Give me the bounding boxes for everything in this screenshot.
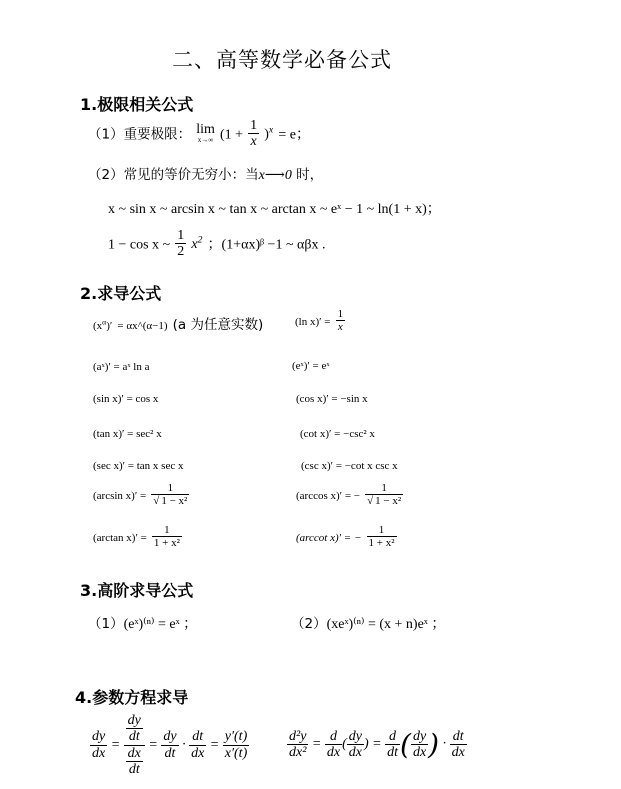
deriv-arccos <box>296 482 403 507</box>
frac-dy-dx <box>90 729 107 761</box>
dot: · <box>182 737 186 753</box>
frac-num: d <box>385 729 400 745</box>
limit-item-2 <box>88 163 323 184</box>
frac-num: 1 <box>152 524 182 537</box>
sqrt-body: 1 − x² <box>375 495 402 508</box>
equals: = <box>209 737 220 753</box>
frac-den: dx <box>451 745 465 760</box>
frac-num: dt <box>450 729 467 745</box>
equals: = <box>110 737 121 753</box>
frac-num: y′(t) <box>224 729 248 745</box>
frac-num: 1 <box>250 118 258 133</box>
deriv-power <box>93 313 263 333</box>
frac-one-over-x <box>248 118 259 150</box>
frac-dy-dt <box>126 713 143 745</box>
frac-den: 1 + x² <box>153 537 180 550</box>
deriv-arcsin <box>93 482 189 507</box>
frac-den: dx <box>92 745 106 761</box>
lim-subscript: x→∞ <box>197 136 214 145</box>
x-squared: $x^2$ <box>191 234 203 253</box>
frac-num: 1 <box>151 482 189 495</box>
equiv-line-2-a: 1 − cos x ~ <box>108 237 171 253</box>
frac-d2y-dx2 <box>287 729 308 761</box>
sqrt-body: 1 − x² <box>161 495 188 508</box>
limit-item-1-label: （1）重要极限： <box>88 126 192 143</box>
arccos-lhs: (arccos x)′ = − <box>296 490 360 503</box>
limit-item-2-end: 时， <box>291 167 324 183</box>
power-lhs: $(x^\alpha)'$ <box>93 317 113 332</box>
section-heading-higher-derivatives: 3.高阶求导公式 <box>80 581 194 600</box>
equals: = <box>148 737 158 753</box>
power-rhs: = αx^(α−1) <box>117 320 168 332</box>
limit-item-2-text: （2）常见的等价无穷小：当 <box>88 167 259 183</box>
deriv-cot: (cot x)′ = −csc² x <box>300 428 375 440</box>
equivalence-line-1: x ~ sin x ~ arcsin x ~ tan x ~ arctan x ~ eˣ − 1 ~ ln(1 + x)； <box>108 202 441 217</box>
higher-item-2 <box>291 612 445 633</box>
higher-item-1-formula: (eˣ)⁽ⁿ⁾ = eˣ ； <box>123 617 198 632</box>
frac-num: dy <box>163 729 177 745</box>
paren-close: ) <box>363 736 369 752</box>
frac-den: 1 + x² <box>368 537 395 550</box>
arctan-frac <box>152 524 182 549</box>
frac-num: dt <box>189 729 206 745</box>
frac-one-over-x <box>336 308 346 333</box>
big-paren-close: ) <box>428 728 440 761</box>
frac-num: dy <box>348 728 362 744</box>
deriv-tan: (tan x)′ = sec² x <box>93 428 162 440</box>
dot: · <box>442 736 447 752</box>
frac-den: dt <box>164 745 176 761</box>
frac-d-dt <box>385 729 400 761</box>
frac-den: dx <box>191 745 205 761</box>
frac-one-half <box>175 228 186 260</box>
frac-den: dt <box>128 729 140 745</box>
frac-d-dx <box>325 729 342 761</box>
frac-den: dt <box>128 762 140 778</box>
frac-yprime-xprime <box>223 729 250 761</box>
limit-item-1 <box>88 118 310 150</box>
frac-den: dx <box>326 745 341 760</box>
frac-den: dx <box>412 745 427 760</box>
frac-num: d <box>325 729 342 745</box>
frac-num: dy <box>92 729 106 745</box>
deriv-sec: (sec x)′ = tan x sec x <box>93 460 184 472</box>
frac-dy-dx <box>347 729 364 761</box>
frac-compound <box>124 713 145 778</box>
frac-den: dx <box>348 745 362 760</box>
frac-num <box>124 713 145 746</box>
deriv-exp-e: (eˣ)′ = eˣ <box>292 360 330 372</box>
limit-base-close: )$^x$ <box>264 124 274 143</box>
equivalence-line-2 <box>108 228 325 260</box>
frac-den: √ 1 − x² <box>153 495 188 508</box>
frac-den: x <box>250 134 257 150</box>
frac-den <box>124 746 145 778</box>
arccot-frac <box>367 524 397 549</box>
deriv-ln <box>295 308 345 333</box>
limit-base-open: (1 + <box>219 127 244 143</box>
equals: = <box>311 736 322 752</box>
lim-text: lim <box>196 122 215 138</box>
limit-item-1-tail: = e； <box>278 127 310 143</box>
section-heading-limits: 1.极限相关公式 <box>80 95 194 114</box>
power-note: (a 为任意实数) <box>172 317 264 333</box>
section-heading-derivatives: 2.求导公式 <box>80 284 162 303</box>
frac-num: dy <box>127 713 141 728</box>
ln-lhs: (ln x)′ = <box>295 316 331 329</box>
arccos-frac <box>365 482 403 507</box>
frac-den: dt <box>387 745 398 760</box>
frac-dt-dx <box>450 729 467 761</box>
frac-den: √ 1 − x² <box>367 495 402 508</box>
frac-num: 1 <box>337 308 344 320</box>
frac-num: d²y <box>289 728 307 744</box>
frac-den: 2 <box>177 244 185 260</box>
frac-num: 1 <box>365 482 403 495</box>
higher-item-1 <box>88 612 197 633</box>
higher-item-1-label: （1） <box>88 616 124 632</box>
paren-open: ( <box>342 736 347 752</box>
deriv-cos: (cos x)′ = −sin x <box>296 393 368 405</box>
arctan-lhs: (arctan x)′ = <box>93 532 147 545</box>
frac-num: 1 <box>177 228 185 243</box>
frac-num: 1 <box>367 524 397 537</box>
deriv-csc: (csc x)′ = −cot x csc x <box>301 460 398 472</box>
higher-item-2-formula: (xeˣ)⁽ⁿ⁾ = (x + n)eˣ ； <box>326 617 446 632</box>
section-heading-parametric: 4.参数方程求导 <box>75 688 189 707</box>
frac-den: x <box>337 321 343 334</box>
parametric-formula-2 <box>287 728 467 761</box>
arcsin-frac <box>151 482 189 507</box>
limit-item-2-arrow: x⟶0 <box>258 168 292 183</box>
frac-dy-dt <box>161 729 178 761</box>
equiv-line-2-b: ；(1+αx)ᵝ −1 ~ αβx . <box>207 237 326 253</box>
frac-dt-dx <box>189 729 206 761</box>
frac-dx-dt <box>126 746 143 778</box>
big-paren-open: ( <box>400 728 411 761</box>
equals: = <box>372 736 382 752</box>
deriv-exp-a: (aˣ)′ = aˣ ln a <box>93 361 150 373</box>
higher-item-2-label: （2） <box>291 616 327 632</box>
deriv-arccot <box>296 524 397 549</box>
page-title: 二、高等数学必备公式 <box>172 48 392 72</box>
frac-num: dy <box>412 728 427 744</box>
deriv-arctan <box>93 524 182 549</box>
parametric-formula-1 <box>90 713 249 778</box>
deriv-sin: (sin x)′ = cos x <box>93 393 159 405</box>
lim-operator <box>196 123 215 144</box>
frac-dy-dx <box>411 729 428 761</box>
frac-den: x′(t) <box>224 745 248 761</box>
frac-den: dx² <box>289 745 307 760</box>
arcsin-lhs: (arcsin x)′ = <box>93 490 147 503</box>
frac-num: dx <box>127 745 141 761</box>
arccot-lhs: (arccot x)′ = − <box>296 532 362 545</box>
